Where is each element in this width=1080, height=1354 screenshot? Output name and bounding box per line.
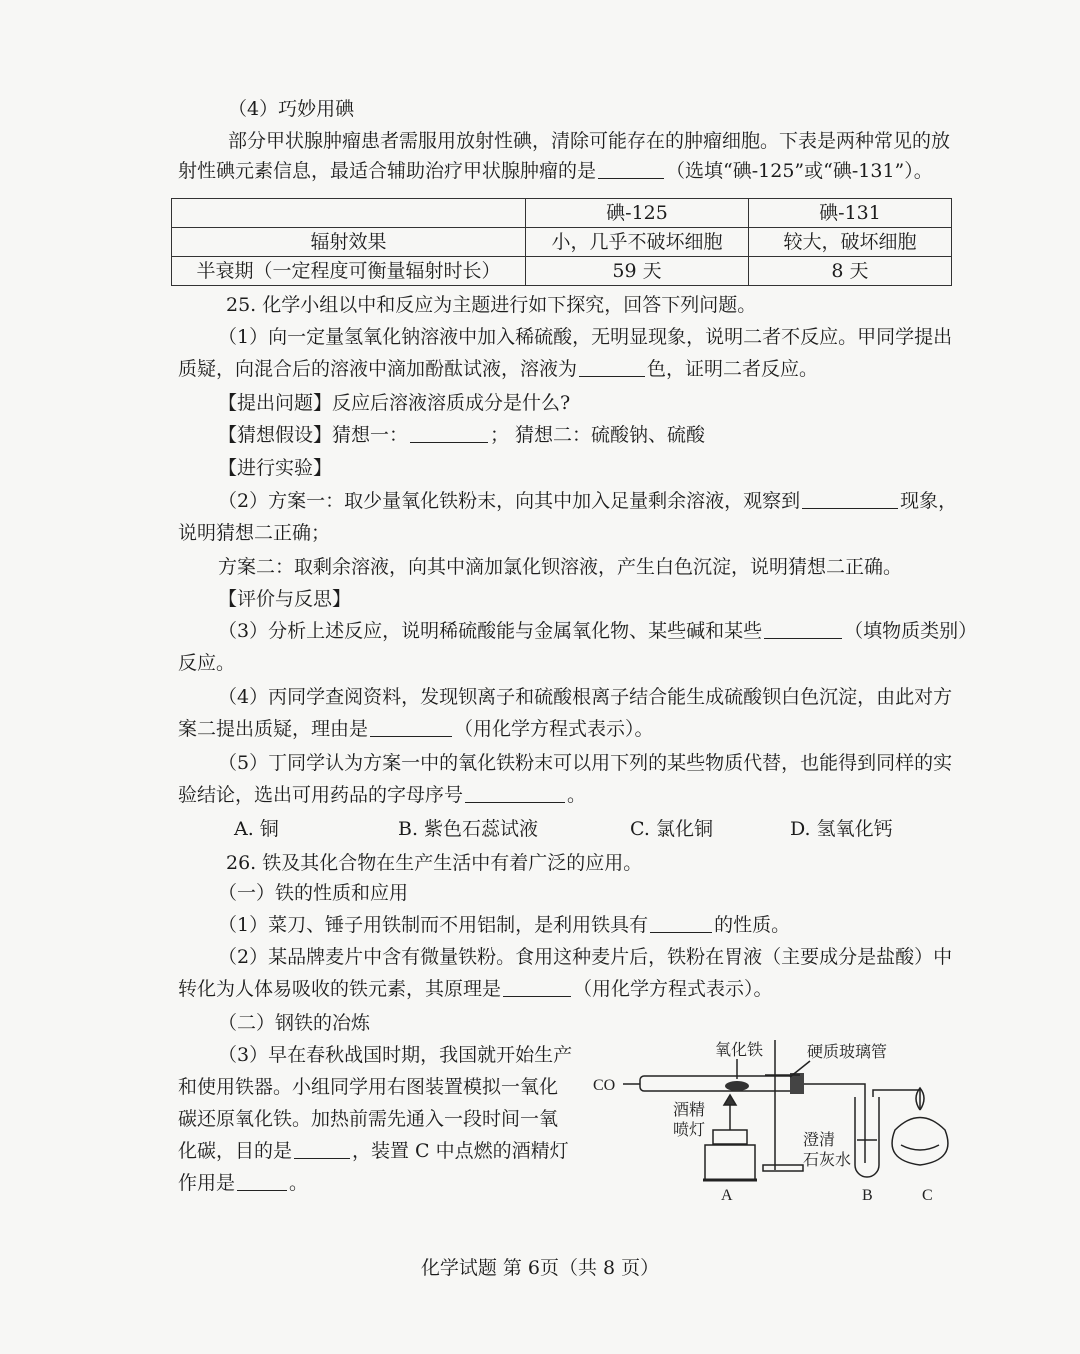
hard-glass-tube-label: 硬质玻璃管 bbox=[807, 1044, 888, 1061]
limewater-label-line1: 澄清 bbox=[803, 1132, 836, 1149]
option-a[interactable]: A. 铜 bbox=[234, 818, 279, 840]
label-a: A bbox=[721, 1187, 733, 1204]
paragraph: 反应。 bbox=[178, 652, 236, 674]
label-c: C bbox=[922, 1187, 933, 1204]
answer-blank[interactable] bbox=[503, 976, 571, 997]
answer-blank[interactable] bbox=[598, 158, 664, 179]
option-c[interactable]: C. 氯化铜 bbox=[630, 818, 713, 840]
answer-blank[interactable] bbox=[465, 782, 565, 803]
lamp-label-line2: 喷灯 bbox=[673, 1122, 706, 1139]
table-cell: 碘-125 bbox=[526, 199, 749, 228]
answer-blank[interactable] bbox=[370, 716, 452, 737]
question-25-intro: 25. 化学小组以中和反应为主题进行如下探究，回答下列问题。 bbox=[226, 294, 757, 316]
table-cell: 碘-131 bbox=[749, 199, 952, 228]
paragraph: 说明猜想二正确； bbox=[178, 522, 331, 544]
test-tube bbox=[855, 1097, 879, 1177]
paragraph: （3）分析上述反应，说明稀硫酸能与金属氧化物、某些碱和某些 （填物质类别） bbox=[218, 620, 978, 642]
paragraph: （1）向一定量氢氧化钠溶液中加入稀硫酸，无明显现象，说明二者不反应。甲同学提出 bbox=[218, 326, 953, 348]
co-label: CO bbox=[593, 1077, 616, 1094]
answer-blank[interactable] bbox=[802, 488, 898, 509]
table-cell bbox=[172, 199, 526, 228]
label-b: B bbox=[862, 1187, 873, 1204]
answer-blank[interactable] bbox=[764, 618, 842, 639]
paragraph: 【评价与反思】 bbox=[218, 588, 352, 610]
answer-blank[interactable] bbox=[410, 422, 488, 443]
subsection-heading: （4）巧妙用碘 bbox=[228, 98, 355, 120]
paragraph: （4）丙同学查阅资料，发现钡离子和硫酸根离子结合能生成硫酸钡白色沉淀，由此对方 bbox=[218, 686, 953, 708]
paragraph: 和使用铁器。小组同学用右图装置模拟一氧化 bbox=[178, 1076, 559, 1098]
iron-oxide-label: 氧化铁 bbox=[715, 1042, 764, 1059]
paragraph: 【进行实验】 bbox=[218, 457, 333, 479]
table-cell: 8 天 bbox=[749, 257, 952, 286]
connecting-pipe bbox=[804, 1084, 865, 1095]
answer-blank[interactable] bbox=[579, 356, 645, 377]
alcohol-lamp bbox=[892, 1118, 948, 1166]
limewater-label-line2: 石灰水 bbox=[803, 1152, 852, 1169]
paragraph: （1）菜刀、锤子用铁制而不用铝制，是利用铁具有 的性质。 bbox=[218, 914, 791, 936]
subsection-heading: （一）铁的性质和应用 bbox=[218, 882, 409, 904]
lamp-label-line1: 酒精 bbox=[673, 1102, 706, 1119]
lamp-head bbox=[713, 1130, 747, 1144]
table-cell: 较大，破坏细胞 bbox=[749, 228, 952, 257]
question-26-intro: 26. 铁及其化合物在生产生活中有着广泛的应用。 bbox=[226, 852, 643, 874]
table-cell: 半衰期（一定程度可衡量辐射时长） bbox=[172, 257, 526, 286]
paragraph: 验结论，选出可用药品的字母序号 。 bbox=[178, 784, 587, 806]
paragraph: 方案二：取剩余溶液，向其中滴加氯化钡溶液，产生白色沉淀，说明猜想二正确。 bbox=[218, 556, 903, 578]
table-header-row bbox=[172, 199, 952, 228]
paragraph: 【猜想假设】猜想一： ； 猜想二：硫酸钠、硫酸 bbox=[218, 424, 706, 446]
answer-blank[interactable] bbox=[294, 1138, 350, 1159]
paragraph: 碳还原氧化铁。加热前需先通入一段时间一氧 bbox=[178, 1108, 559, 1130]
paragraph: 案二提出质疑，理由是 （用化学方程式表示）。 bbox=[178, 718, 654, 740]
paragraph: 【提出问题】反应后溶液溶质成分是什么? bbox=[218, 392, 571, 414]
apparatus-diagram bbox=[585, 1035, 975, 1205]
table-cell: 辐射效果 bbox=[172, 228, 526, 257]
lamp-liquid bbox=[901, 1145, 939, 1150]
table-cell: 59 天 bbox=[526, 257, 749, 286]
answer-blank[interactable] bbox=[237, 1170, 287, 1191]
paragraph: 转化为人体易吸收的铁元素，其原理是 （用化学方程式表示）。 bbox=[178, 978, 773, 1000]
outlet-pipe bbox=[873, 1090, 920, 1110]
paragraph: 质疑，向混合后的溶液中滴加酚酞试液，溶液为 色，证明二者反应。 bbox=[178, 358, 819, 380]
hard-glass-tube bbox=[640, 1076, 795, 1091]
paragraph: （2）方案一：取少量氧化铁粉末，向其中加入足量剩余溶液，观察到 现象， bbox=[218, 490, 958, 512]
page-footer: 化学试题 第 6页（共 8 页） bbox=[420, 1257, 660, 1279]
option-b[interactable]: B. 紫色石蕊试液 bbox=[398, 818, 539, 840]
iron-oxide-powder bbox=[725, 1081, 749, 1091]
paragraph: （2）某品牌麦片中含有微量铁粉。食用这种麦片后，铁粉在胃液（主要成分是盐酸）中 bbox=[218, 946, 953, 968]
paragraph: 射性碘元素信息，最适合辅助治疗甲状腺肿瘤的是 （选填“碘-125”或“碘-131”）。 bbox=[178, 160, 933, 182]
table-row bbox=[172, 257, 952, 286]
option-d[interactable]: D. 氢氧化钙 bbox=[790, 818, 893, 840]
table-cell: 小，几乎不破坏细胞 bbox=[526, 228, 749, 257]
paragraph: （3）早在春秋战国时期，我国就开始生产 bbox=[218, 1044, 573, 1066]
subsection-heading: （二）钢铁的冶炼 bbox=[218, 1012, 371, 1034]
paragraph: 化碳，目的是 ，装置 C 中点燃的酒精灯 bbox=[178, 1140, 569, 1162]
paragraph: 作用是 。 bbox=[178, 1172, 309, 1194]
iodine-table bbox=[171, 198, 952, 286]
lamp-flame bbox=[724, 1095, 736, 1105]
answer-blank[interactable] bbox=[650, 912, 712, 933]
table-row bbox=[172, 228, 952, 257]
paragraph: （5）丁同学认为方案一中的氧化铁粉末可以用下列的某些物质代替，也能得到同样的实 bbox=[218, 752, 953, 774]
paragraph: 部分甲状腺肿瘤患者需服用放射性碘，清除可能存在的肿瘤细胞。下表是两种常见的放 bbox=[228, 130, 951, 152]
iron-stand-base bbox=[763, 1165, 803, 1171]
lamp-body bbox=[705, 1145, 755, 1180]
